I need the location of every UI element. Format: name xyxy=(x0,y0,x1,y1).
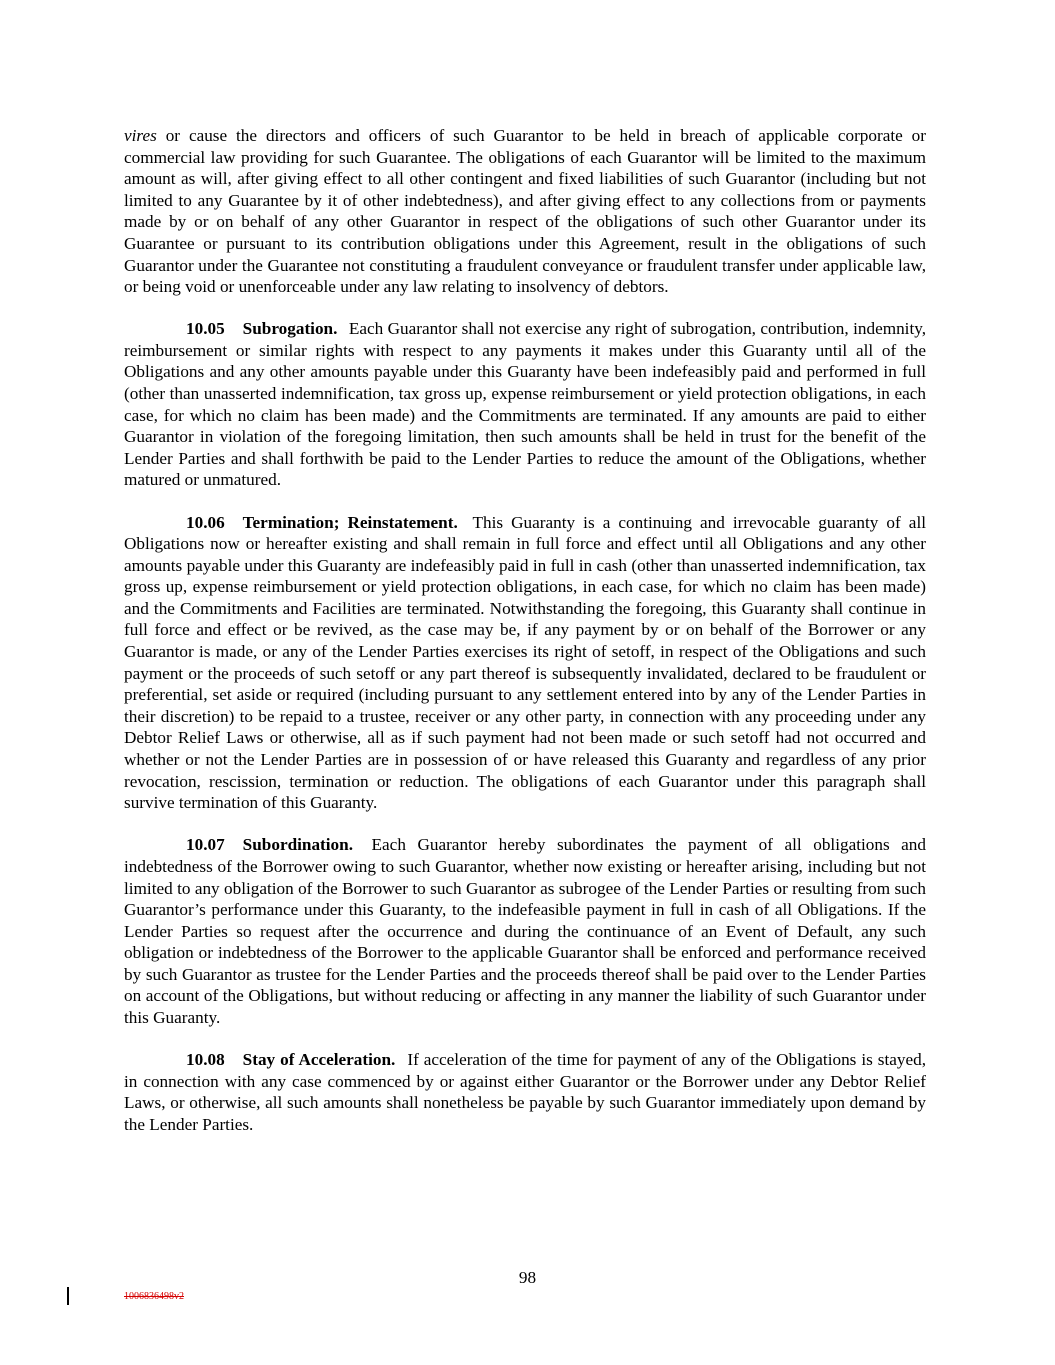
section-heading: Stay of Acceleration. xyxy=(242,1050,396,1070)
footer-document-id: 1006836498v2 xyxy=(124,1291,184,1302)
intro-paragraph xyxy=(124,125,926,298)
section-heading: Termination; Reinstatement. xyxy=(242,512,458,532)
section-number: 10.07 xyxy=(186,835,225,855)
section-text: Each Guarantor hereby subordinates the payment of all obligations and indebtedness of the Borrower owing to such Guarantor, whether now existing or hereafter arising, including but not limited to any obligation of the Borrower to such Guarantor as subrogee of the Lender Parties or resulting from such Guarantor’s performance under this Guaranty, to the indefeasible payment in full in cash of all Obligations. If the Lender Parties so request after the occurrence and during the continuance of an Event of Default, any such obligation or indebtedness of the Borrower to the applicable Guarantor shall be enforced and performance received by such Guarantor as trustee for the Lender Parties and the proceeds thereof shall be paid over to the Lender Parties on account of the Obligations, but without reducing or affecting in any manner the liability of such Guarantor under this Guaranty. xyxy=(124,835,926,1028)
section-text: Each Guarantor shall not exercise any right of subrogation, contribution, indemnity, reimbursement or similar rights with respect to any payments it makes under this Guaranty until all of the Obligations and any other amounts payable under this Guaranty have been indefeasibly paid and performed in full (other than unasserted indemnification, tax gross up, expense reimbursement or yield protection obligations, in each case, for which no claim has been made) and the Commitments are terminated. If any amounts are paid to either Guarantor in violation of the foregoing limitation, then such amounts shall be held in trust for the benefit of the Lender Parties and shall forthwith be paid to the Lender Parties to reduce the amount of the Obligations, whether matured or unmatured. xyxy=(124,319,926,490)
section-heading: Subordination. xyxy=(242,835,354,855)
section-number: 10.06 xyxy=(186,512,225,532)
section-10-05 xyxy=(124,318,926,491)
section-text: This Guaranty is a continuing and irrevocable guaranty of all Obligations now or hereafter existing and shall remain in full force and effect until all Obligations and any other amounts payable under this Guaranty are indefeasibly paid in full in cash (other than unasserted indemnification, tax gross up, expense reimbursement or yield protection obligations, in each case, for which no claim has been made) and the Commitments and Facilities are terminated. Notwithstanding the foregoing, this Guaranty shall continue in full force and effect or be revived, as the case may be, if any payment by or on behalf of the Borrower or any Guarantor is made, or any of the Lender Parties exercises its right of setoff, in respect of the Obligations and such payment or the proceeds of such setoff or any part thereof is subsequently invalidated, declared to be fraudulent or preferential, set aside or required (including pursuant to any settlement entered into by any of the Lender Parties in their discretion) to be repaid to a trustee, receiver or any other party, in connection with any proceeding under any Debtor Relief Laws or otherwise, all as if such payment had not been made or such setoff had not occurred and whether or not the Lender Parties are in possession of or have released this Guaranty and regardless of any prior revocation, rescission, termination or reduction. The obligations of each Guarantor under this paragraph shall survive termination of this Guaranty. xyxy=(124,512,926,813)
page-number: 98 xyxy=(518,1268,537,1287)
section-text: If acceleration of the time for payment of any of the Obligations is stayed, in connection with any case commenced by or against either Guarantor or the Borrower under any Debtor Relief Laws, or otherwise, all such amounts shall nonetheless be payable by such Guarantor immediately upon demand by the Lender Parties. xyxy=(124,1050,926,1134)
section-heading: Subrogation. xyxy=(242,319,338,339)
section-10-06 xyxy=(124,512,926,814)
section-10-07 xyxy=(124,834,926,1028)
document-body xyxy=(124,125,926,1156)
revision-change-bar xyxy=(67,1287,69,1305)
section-number: 10.05 xyxy=(186,319,225,339)
italic-lead: vires xyxy=(124,126,157,145)
intro-text: or cause the directors and officers of such Guarantor to be held in breach of applicable corporate or commercial law providing for such Guarantee. The obligations of each Guarantor will be limited to the maximum amount as will, after giving effect to all other contingent and fixed liabilities of such Guarantor (including but not limited to any Guarantee by it of other indebtedness), and after giving effect to any collections from or payments made by or on behalf of any other Guarantor in respect of the obligations of such other Guarantor under its Guarantee or pursuant to its contribution obligations under this Agreement, result in the obligations of such Guarantor under the Guarantee not constituting a fraudulent conveyance or fraudulent transfer under applicable law, or being void or unenforceable under any law relating to insolvency of debtors. xyxy=(124,126,926,297)
section-10-08 xyxy=(124,1049,926,1135)
section-number: 10.08 xyxy=(186,1050,225,1070)
